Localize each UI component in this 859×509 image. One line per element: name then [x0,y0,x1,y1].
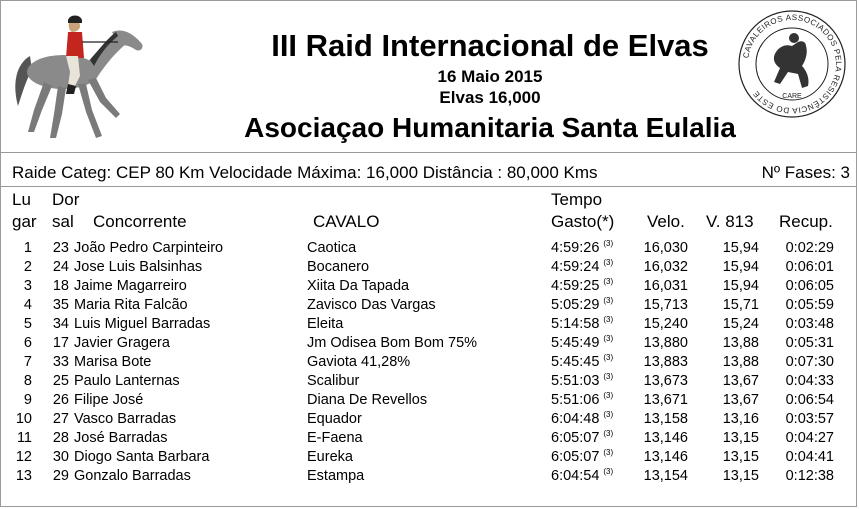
event-title: III Raid Internacional de Elvas [271,28,709,63]
horse-name-cell: Jm Odisea Bom Bom 75% [307,335,478,351]
bib-number-cell: 17 [52,335,69,351]
table-row [0,449,859,468]
table-row [0,335,859,354]
horse-name-cell: Diana De Revellos [307,392,428,408]
speed-cell: 13,673 [643,373,688,389]
time-footnote: (3) [603,391,614,400]
rider-name-cell: Marisa Bote [74,354,152,370]
place-cell: 1 [23,240,32,256]
recovery-time-cell: 0:06:01 [785,259,834,275]
speed-813-cell: 13,15 [722,468,759,484]
rider-name-cell: Luis Miguel Barradas [74,316,211,332]
time-value: 4:59:24 [551,259,600,275]
time-value: 5:45:45 [551,354,600,370]
bib-number-cell: 33 [52,354,69,370]
time-footnote: (3) [603,353,614,362]
time-value: 6:04:54 [551,468,600,484]
horse-name-cell: Zavisco Das Vargas [307,297,436,313]
speed-cell: 13,154 [643,468,688,484]
recovery-time-cell: 0:07:30 [785,354,834,370]
time-cell [551,411,613,427]
rider-name-cell: Jaime Magarreiro [74,278,187,294]
recovery-time-cell: 0:03:57 [785,411,834,427]
svg-text:CAVALEIROS ASSOCIADOS PELA RES: CAVALEIROS ASSOCIADOS PELA RESISTÊNCIA DO ESTE [741,12,844,116]
col-dorsal-top: Dor [52,190,80,209]
table-row [0,240,859,259]
time-value: 5:51:06 [551,392,600,408]
horse-name-cell: Estampa [307,468,365,484]
speed-cell: 13,880 [643,335,688,351]
col-lugar-top: Lu [12,190,31,209]
place-cell: 13 [15,468,32,484]
place-cell: 8 [23,373,32,389]
time-cell [551,335,613,351]
time-cell [551,278,613,294]
speed-cell: 13,883 [643,354,688,370]
horse-name-cell: Bocanero [307,259,370,275]
bib-number-cell: 23 [52,240,69,256]
time-cell [551,259,613,275]
speed-813-cell: 13,67 [722,392,759,408]
speed-813-cell: 13,88 [722,335,759,351]
bib-number-cell: 24 [52,259,69,275]
speed-813-cell: 13,88 [722,354,759,370]
col-velo: Velo. [647,212,685,231]
table-row [0,392,859,411]
recovery-time-cell: 0:06:05 [785,278,834,294]
time-footnote: (3) [603,277,614,286]
time-value: 4:59:26 [551,240,600,256]
bib-number-cell: 30 [52,449,69,465]
recovery-time-cell: 0:04:33 [785,373,834,389]
time-footnote: (3) [603,334,614,343]
recovery-time-cell: 0:05:31 [785,335,834,351]
recovery-time-cell: 0:04:27 [785,430,834,446]
rider-name-cell: Filipe José [74,392,144,408]
event-date: 16 Maio 2015 [437,67,543,86]
place-cell: 2 [23,259,32,275]
time-footnote: (3) [603,467,614,476]
bib-number-cell: 26 [52,392,69,408]
table-row [0,468,859,487]
time-cell [551,354,613,370]
speed-cell: 15,713 [643,297,688,313]
col-cavalo: CAVALO [313,212,380,231]
rider-name-cell: Paulo Lanternas [74,373,180,389]
time-value: 5:05:29 [551,297,600,313]
time-footnote: (3) [603,258,614,267]
bib-number-cell: 29 [52,468,69,484]
place-cell: 10 [15,411,32,427]
place-cell: 3 [23,278,32,294]
race-category-info: Raide Categ: CEP 80 Km Velocidade Máxima: 16,000 Distância : 80,000 Kms [12,163,598,182]
time-footnote: (3) [603,429,614,438]
horse-name-cell: Caotica [307,240,357,256]
speed-813-cell: 13,15 [722,449,759,465]
speed-813-cell: 15,71 [722,297,759,313]
time-footnote: (3) [603,239,614,248]
horse-name-cell: Equador [307,411,362,427]
time-footnote: (3) [603,448,614,457]
bib-number-cell: 35 [52,297,69,313]
col-tempo-bottom: Gasto(*) [551,212,615,231]
horse-name-cell: Gaviota 41,28% [307,354,411,370]
place-cell: 12 [15,449,32,465]
time-value: 6:04:48 [551,411,600,427]
table-row [0,411,859,430]
col-v813: V. 813 [706,212,754,231]
table-row [0,297,859,316]
association-seal-logo [736,8,848,120]
bib-number-cell: 27 [52,411,69,427]
time-footnote: (3) [603,410,614,419]
speed-cell: 13,671 [643,392,688,408]
speed-813-cell: 13,16 [722,411,759,427]
horse-name-cell: E-Faena [307,430,363,446]
bib-number-cell: 18 [52,278,69,294]
recovery-time-cell: 0:05:59 [785,297,834,313]
time-footnote: (3) [603,296,614,305]
time-value: 6:05:07 [551,449,600,465]
time-cell [551,316,613,332]
horse-name-cell: Scalibur [307,373,360,389]
time-cell [551,297,613,313]
table-row [0,259,859,278]
speed-813-cell: 13,15 [722,430,759,446]
recovery-time-cell: 0:12:38 [785,468,834,484]
speed-813-cell: 15,94 [722,259,759,275]
table-row [0,373,859,392]
speed-cell: 16,032 [643,259,688,275]
time-value: 5:51:03 [551,373,600,389]
speed-cell: 13,146 [643,430,688,446]
rider-name-cell: Vasco Barradas [74,411,177,427]
organizer-name: Asociaçao Humanitaria Santa Eulalia [244,112,736,143]
rider-name-cell: Jose Luis Balsinhas [74,259,203,275]
horse-name-cell: Eureka [307,449,353,465]
speed-cell: 16,030 [643,240,688,256]
speed-813-cell: 15,24 [722,316,759,332]
table-row [0,354,859,373]
time-cell [551,468,613,484]
rider-name-cell: Diogo Santa Barbara [74,449,210,465]
speed-cell: 13,146 [643,449,688,465]
col-lugar-bottom: gar [12,212,37,231]
time-value: 5:45:49 [551,335,600,351]
col-recup: Recup. [779,212,833,231]
recovery-time-cell: 0:02:29 [785,240,834,256]
table-row [0,430,859,449]
time-footnote: (3) [603,315,614,324]
rider-name-cell: Gonzalo Barradas [74,468,191,484]
bib-number-cell: 28 [52,430,69,446]
speed-cell: 15,240 [643,316,688,332]
place-cell: 5 [23,316,32,332]
rider-name-cell: José Barradas [74,430,168,446]
bib-number-cell: 34 [52,316,69,332]
results-table [0,240,859,487]
place-cell: 7 [23,354,32,370]
place-cell: 4 [23,297,32,313]
time-value: 4:59:25 [551,278,600,294]
phases-count: Nº Fases: 3 [761,163,850,182]
col-tempo-top: Tempo [551,190,603,209]
table-header-divider [0,186,857,187]
time-cell [551,392,613,408]
svg-text:CARE: CARE [782,93,802,100]
horse-name-cell: Xiita Da Tapada [307,278,410,294]
place-cell: 11 [16,430,32,446]
time-footnote: (3) [603,372,614,381]
time-cell [551,240,613,256]
rider-name-cell: João Pedro Carpinteiro [74,240,224,256]
col-concorrente: Concorrente [93,212,187,231]
speed-813-cell: 15,94 [722,278,759,294]
speed-813-cell: 13,67 [722,373,759,389]
speed-cell: 16,031 [643,278,688,294]
recovery-time-cell: 0:06:54 [785,392,834,408]
time-value: 5:14:58 [551,316,600,332]
time-cell [551,373,613,389]
recovery-time-cell: 0:04:41 [785,449,834,465]
time-cell [551,430,613,446]
race-info-line [12,163,850,183]
time-cell [551,449,613,465]
recovery-time-cell: 0:03:48 [785,316,834,332]
col-dorsal-bottom: sal [52,212,74,231]
speed-cell: 13,158 [643,411,688,427]
place-cell: 9 [23,392,32,408]
speed-813-cell: 15,94 [722,240,759,256]
event-place: Elvas 16,000 [439,88,541,107]
header-divider [0,152,857,153]
time-value: 6:05:07 [551,430,600,446]
horse-name-cell: Eleita [307,316,344,332]
table-row [0,316,859,335]
place-cell: 6 [23,335,32,351]
rider-name-cell: Maria Rita Falcão [74,297,188,313]
bib-number-cell: 25 [52,373,69,389]
rider-name-cell: Javier Gragera [74,335,170,351]
table-row [0,278,859,297]
